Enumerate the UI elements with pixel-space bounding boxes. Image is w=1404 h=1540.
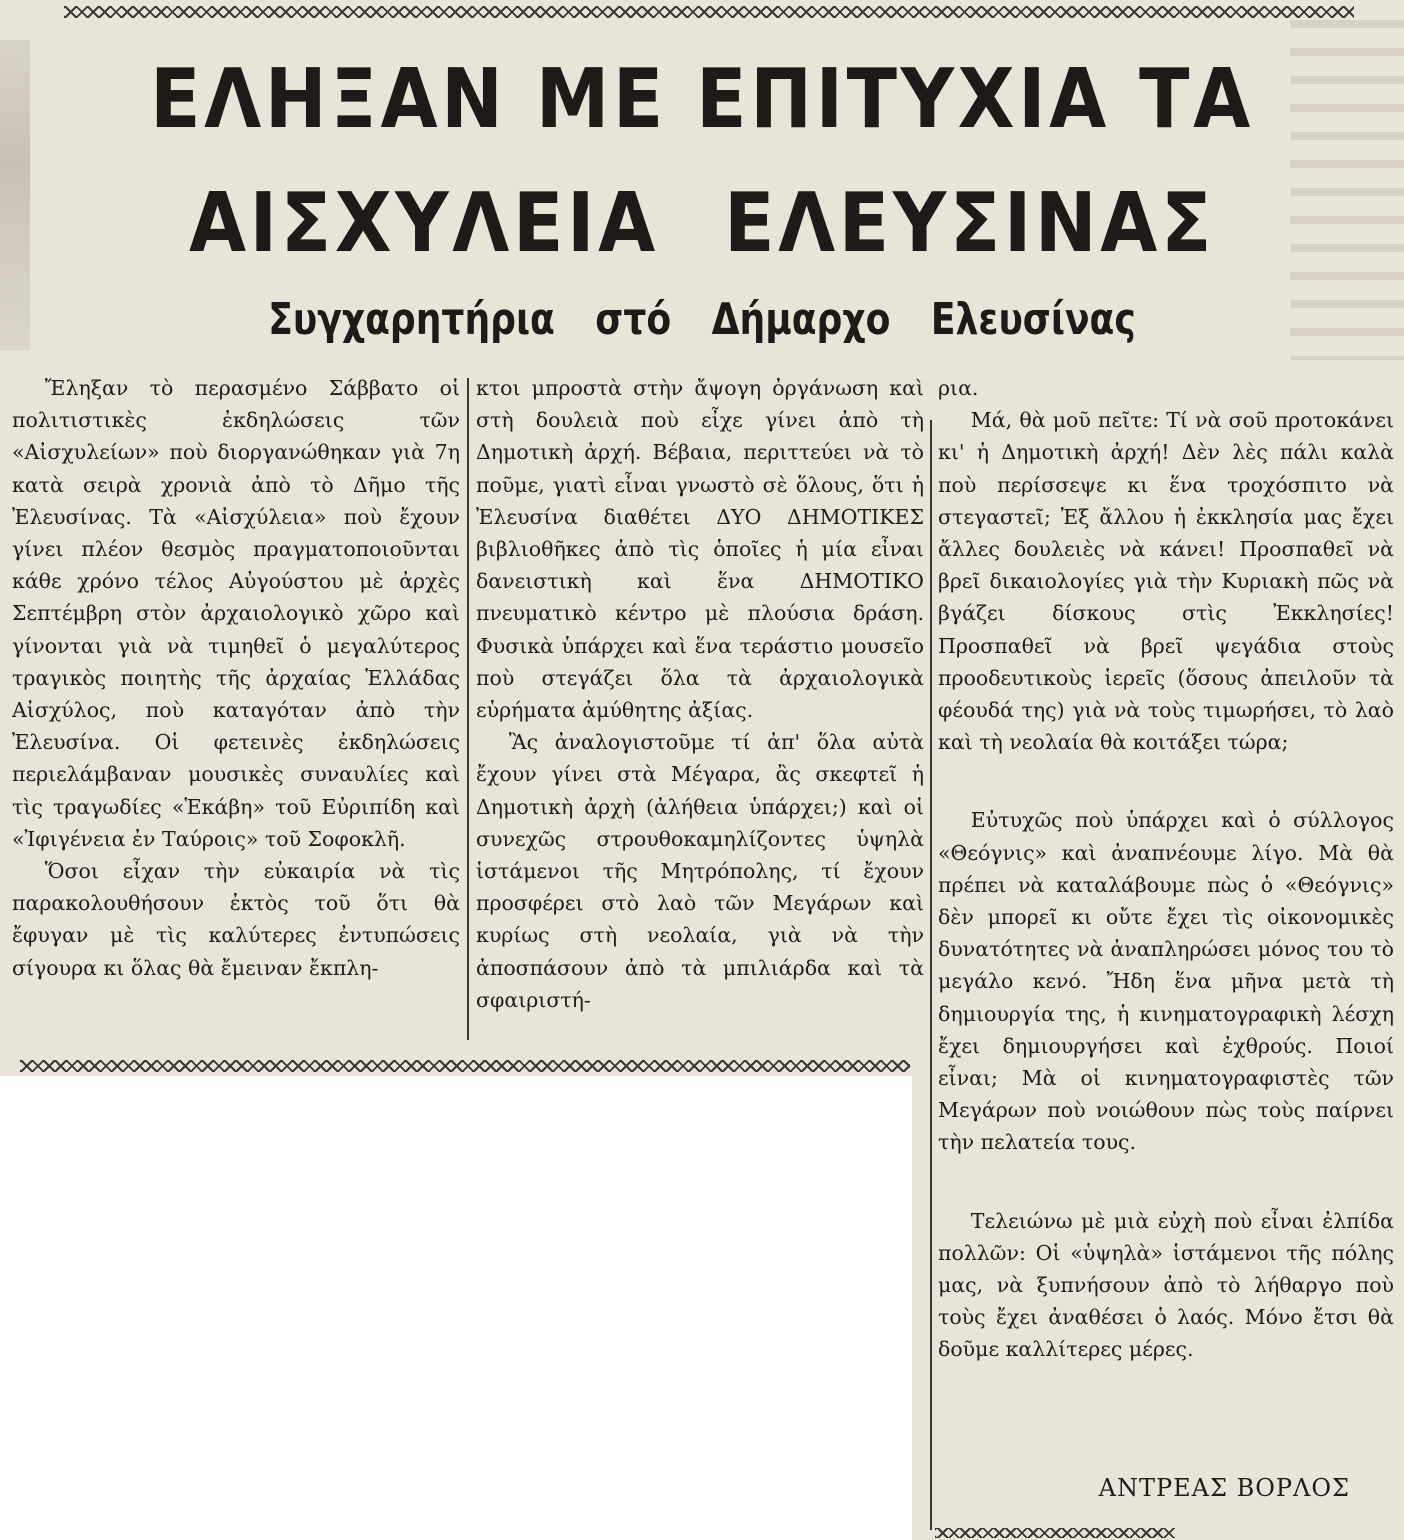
decorative-border-bottom bbox=[935, 1528, 1175, 1538]
subheadline: Συγχαρητήρια στό Δήμαρχο Ελευσίνας bbox=[268, 294, 1136, 345]
article-column-1 bbox=[12, 372, 460, 984]
paragraph: Τελειώνω μὲ μιὰ εὐχὴ ποὺ εἶναι ἐλπίδα πολλῶν: Οἱ «ὑψηλὰ» ἱστάμενοι τῆς πόλης μας, νὰ ξυπνήσουν ἀπὸ τὸ λήθαργο ποὺ τοὺς ἔχει ἀναθέσει ὁ λαός. Μόνο ἔτσι θὰ δοῦμε καλλίτερες μέρες. bbox=[938, 1208, 1394, 1362]
paragraph: Μά, θὰ μοῦ πεῖτε: Τί νὰ σοῦ προτοκάνει κι' ἡ Δημοτικὴ ἀρχή! Δὲν λὲς πάλι καλὰ ποὺ περίσσεψε κι ἕνα τροχόσπιτο νὰ στεγαστεῖ; Ἐξ ἄλλου ἡ ἐκκλησία μας ἔχει ἄλλες δουλειὲς νὰ κάνει! Προσπαθεῖ νὰ βρεῖ δικαιολογίες γιὰ τὴν Κυριακὴ πῶς νὰ βγάζει δίσκους στὶς Ἐκκλησίες! Προσπαθεῖ νὰ βρεῖ ψεγάδια στοὺς προοδευτικοὺς ἱερεῖς (ὅσους ἀπειλοῦν τὰ φέουδά της) γιὰ νὰ τοὺς τιμωρήσει, τὸ λαὸ καὶ τὴ νεολαία θὰ κοιτάξει τώρα; bbox=[938, 408, 1394, 755]
decorative-border-top bbox=[64, 6, 1354, 18]
decorative-border-middle bbox=[20, 1060, 910, 1072]
paragraph: Ἂς ἀναλογιστοῦμε τί ἀπ' ὅλα αὐτὰ ἔχουν γίνει στὰ Μέγαρα, ἂς σκεφτεῖ ἡ Δημοτικὴ ἀρχὴ (ἀλήθεια ὑπάρχει;) καὶ οἱ συνεχῶς στρουθοκαμηλίζοντες ὑψηλὰ ἱστάμενοι τῆς Μητρόπολης, τί ἔχουν προσφέρει στὸ λαὸ τῶν Μεγάρων καὶ κυρίως στὴ νεολαία, γιὰ νὰ τὴν ἀποσπάσουν ἀπὸ τὰ μπιλιάρδα καὶ τὰ σφαιριστή- bbox=[476, 730, 924, 1012]
clipped-area bbox=[0, 1076, 912, 1540]
paragraph: κτοι μπροστὰ στὴν ἄψογη ὀργάνωση καὶ στὴ δουλειὰ ποὺ εἶχε γίνει ἀπὸ τὴ Δημοτικὴ ἀρχή. Βέβαια, περιττεύει νὰ τὸ ποῦμε, γιατὶ εἶναι γνωστὸ σὲ ὅλους, ὅτι ἡ Ἐλευσίνα διαθέτει ΔΥΟ ΔΗΜΟΤΙΚΕΣ βιβλιοθῆκες ἀπὸ τὶς ὁποῖες ἡ μία εἶναι δανειστικὴ καὶ ἕνα ΔΗΜΟΤΙΚΟ πνευματικὸ κέντρο μὲ πλούσια δράση. Φυσικὰ ὑπάρχει καὶ ἕνα τεράστιο μουσεῖο ποὺ στεγάζει ὅλα τὰ ἀρχαιολογικὰ εὑρήματα ἀμύθητης ἀξίας. bbox=[476, 376, 924, 723]
headline-line-2: ΑΙΣΧΥΛΕΙΑ ΕΛΕΥΣΙΝΑΣ bbox=[188, 176, 1216, 271]
paragraph: Ὅσοι εἶχαν τὴν εὐκαιρία νὰ τὶς παρακολουθήσουν ἐκτὸς τοῦ ὅτι θὰ ἔφυγαν μὲ τὶς καλύτερες ἐντυπώσεις σίγουρα κι ὅλας θὰ ἔμειναν ἔκπλη- bbox=[12, 859, 460, 980]
article-column-3 bbox=[938, 372, 1394, 1366]
article-column-2 bbox=[476, 372, 924, 1016]
column-divider bbox=[467, 378, 469, 1040]
bleed-through-left bbox=[0, 40, 30, 350]
author-signature: ΑΝΤΡΕΑΣ ΒΟΡΛΟΣ bbox=[1098, 1474, 1350, 1502]
headline-line-1: ΕΛΗΞΑΝ ΜΕ ΕΠΙΤΥΧΙΑ ΤΑ bbox=[150, 52, 1254, 147]
paragraph: ρια. bbox=[938, 376, 979, 400]
paragraph: Ἔληξαν τὸ περασμένο Σάββατο οἱ πολιτιστικὲς ἐκδηλώσεις τῶν «Αἰσχυλείων» ποὺ διοργανώθηκαν γιὰ 7η κατὰ σειρὰ χρονιὰ ἀπὸ τὸ Δῆμο τῆς Ἐλευσίνας. Τὰ «Αἰσχύλεια» ποὺ ἔχουν γίνει πλέον θεσμὸς πραγματοποιοῦνται κάθε χρόνο τέλος Αὐγούστου μὲ ἀρχὲς Σεπτέμβρη στὸν ἀρχαιολογικὸ χῶρο καὶ γίνονται γιὰ νὰ τιμηθεῖ ὁ μεγαλύτερος τραγικὸς ποιητὴς τῆς ἀρχαίας Ἑλλάδας Αἰσχύλος, ποὺ καταγόταν ἀπὸ τὴν Ἐλευσίνα. Οἱ φετεινὲς ἐκδηλώσεις περιελάμβαναν μουσικὲς συναυλίες καὶ τὶς τραγωδίες «Ἑκάβη» τοῦ Εὐριπίδη καὶ «Ἰφιγένεια ἐν Ταύροις» τοῦ Σοφοκλῆ. bbox=[12, 376, 460, 851]
paragraph: Εὐτυχῶς ποὺ ὑπάρχει καὶ ὁ σύλλογος «Θεόγνις» καὶ ἀναπνέουμε λίγο. Μὰ θὰ πρέπει νὰ καταλάβουμε πὼς ὁ «Θεόγνις» δὲν μπορεῖ κι οὔτε ἔχει τὶς οἰκονομικὲς δυνατότητες νὰ ἀναπληρώσει μόνος του τὸ μεγάλο κενό. Ἤδη ἕνα μῆνα μετὰ τὴ δημιουργία της, ἡ κινηματογραφικὴ λέσχη ἔχει δημιουργήσει καὶ ἐχθρούς. Ποιοί εἶναι; Μὰ οἱ κινηματογραφιστὲς τῶν Μεγάρων ποὺ νοιώθουν πὼς τοὺς παίρνει τὴν πελατεία τους. bbox=[938, 808, 1394, 1155]
column-divider bbox=[930, 420, 932, 1530]
